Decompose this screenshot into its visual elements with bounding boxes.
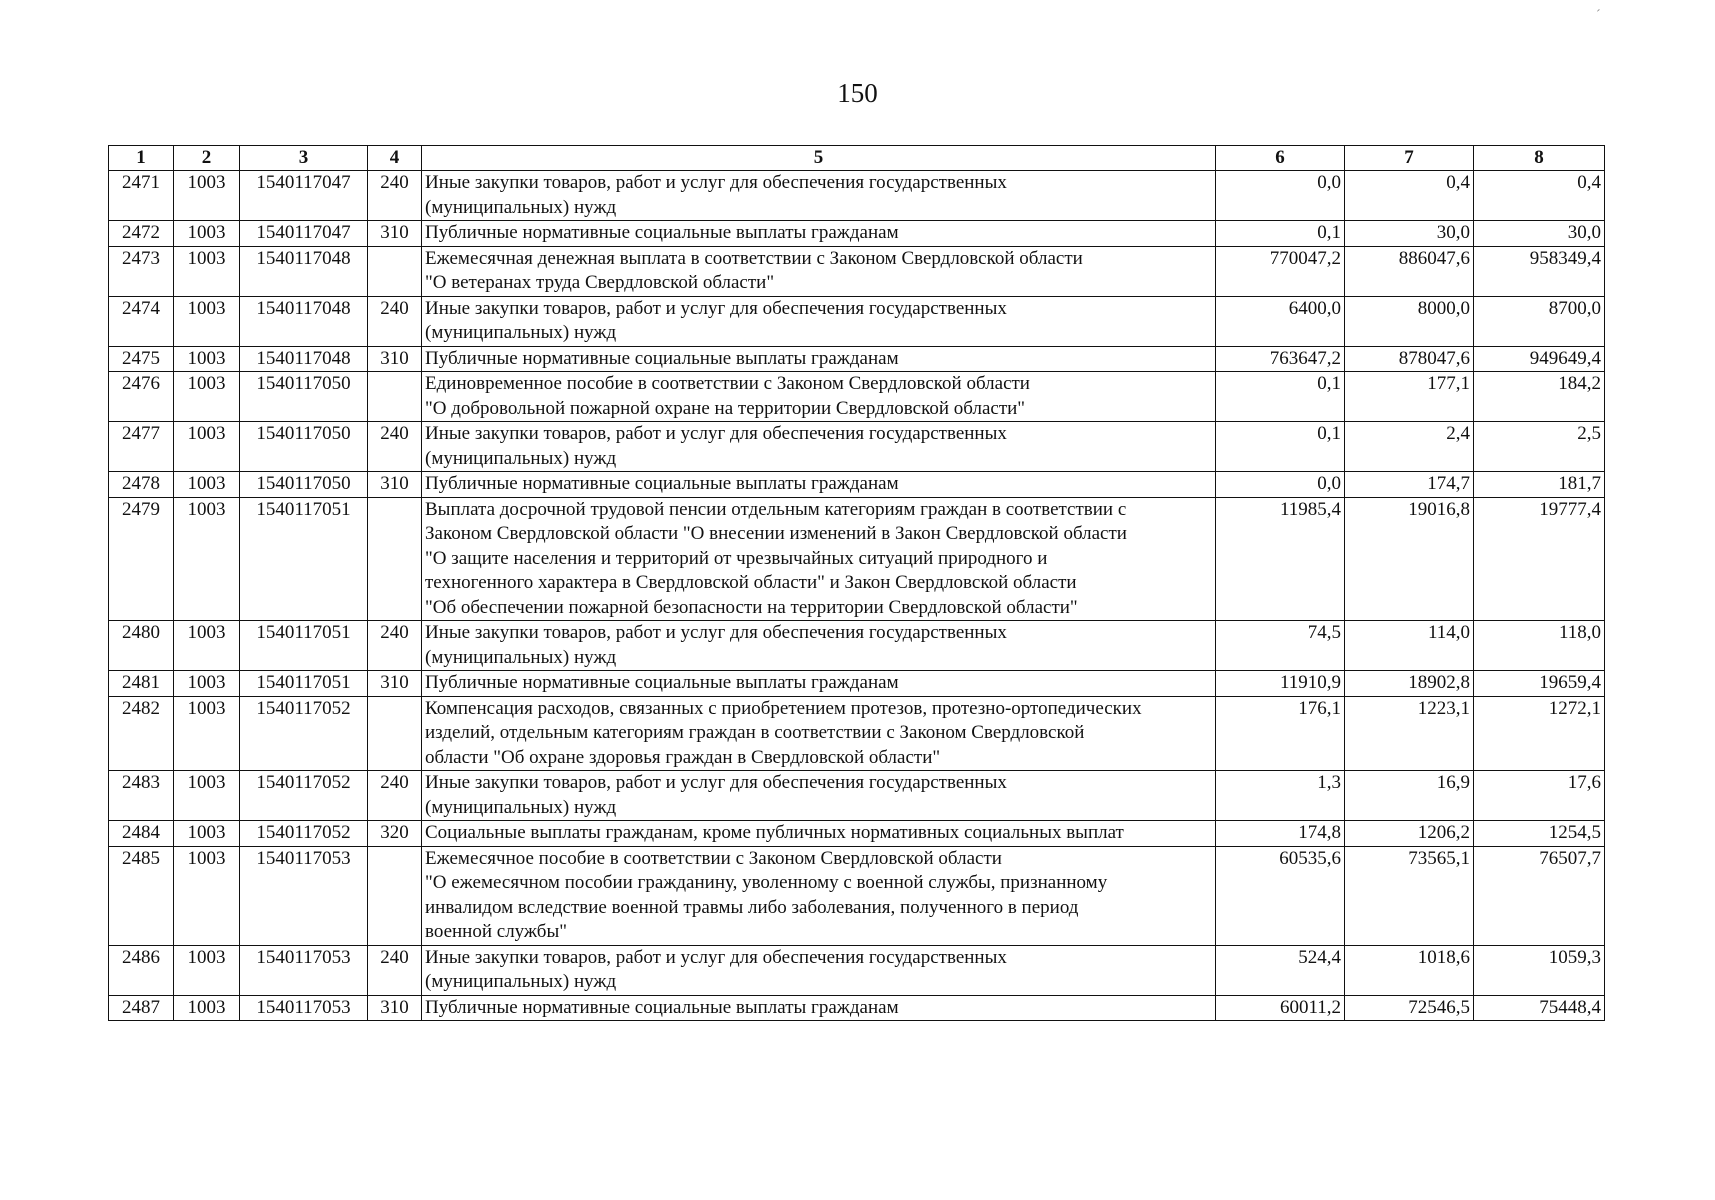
expense-type-cell: 310 <box>368 995 422 1021</box>
section-code-cell: 1003 <box>174 296 240 346</box>
target-article-cell: 1540117051 <box>240 621 368 671</box>
amount-col8-cell: 118,0 <box>1474 621 1605 671</box>
section-code-cell: 1003 <box>174 497 240 621</box>
target-article-cell: 1540117048 <box>240 346 368 372</box>
amount-col8-cell: 75448,4 <box>1474 995 1605 1021</box>
amount-col8-cell: 17,6 <box>1474 771 1605 821</box>
description-cell: Публичные нормативные социальные выплаты гражданам <box>422 995 1216 1021</box>
description-cell: Компенсация расходов, связанных с приобретением протезов, протезно-ортопедических изделий, отдельным категориям граждан в соответствии с Законом Свердловской области "Об охране здоровья граждан в Свердловской области" <box>422 696 1216 771</box>
amount-col8-cell: 2,5 <box>1474 422 1605 472</box>
row-number-cell: 2484 <box>109 821 174 847</box>
expense-type-cell <box>368 846 422 945</box>
section-code-cell: 1003 <box>174 472 240 498</box>
target-article-cell: 1540117048 <box>240 296 368 346</box>
amount-col8-cell: 76507,7 <box>1474 846 1605 945</box>
amount-col8-cell: 19659,4 <box>1474 671 1605 697</box>
description-cell: Публичные нормативные социальные выплаты гражданам <box>422 221 1216 247</box>
row-number-cell: 2475 <box>109 346 174 372</box>
row-number-cell: 2479 <box>109 497 174 621</box>
amount-col8-cell: 1254,5 <box>1474 821 1605 847</box>
row-number-cell: 2481 <box>109 671 174 697</box>
amount-col7-cell: 0,4 <box>1345 171 1474 221</box>
table-row <box>109 995 1605 1021</box>
target-article-cell: 1540117053 <box>240 995 368 1021</box>
section-code-cell: 1003 <box>174 422 240 472</box>
target-article-cell: 1540117050 <box>240 472 368 498</box>
amount-col7-cell: 114,0 <box>1345 621 1474 671</box>
description-cell: Иные закупки товаров, работ и услуг для обеспечения государственных (муниципальных) нужд <box>422 621 1216 671</box>
table-row <box>109 221 1605 247</box>
table-row <box>109 422 1605 472</box>
table-row <box>109 372 1605 422</box>
expense-type-cell <box>368 497 422 621</box>
target-article-cell: 1540117053 <box>240 846 368 945</box>
expense-type-cell: 310 <box>368 346 422 372</box>
column-header: 8 <box>1474 146 1605 171</box>
amount-col6-cell: 0,1 <box>1216 372 1345 422</box>
table-row <box>109 171 1605 221</box>
row-number-cell: 2485 <box>109 846 174 945</box>
description-cell: Иные закупки товаров, работ и услуг для обеспечения государственных (муниципальных) нужд <box>422 171 1216 221</box>
section-code-cell: 1003 <box>174 372 240 422</box>
column-header: 1 <box>109 146 174 171</box>
section-code-cell: 1003 <box>174 771 240 821</box>
table-body <box>109 171 1605 1021</box>
row-number-cell: 2478 <box>109 472 174 498</box>
column-header: 2 <box>174 146 240 171</box>
amount-col8-cell: 1272,1 <box>1474 696 1605 771</box>
amount-col7-cell: 878047,6 <box>1345 346 1474 372</box>
row-number-cell: 2480 <box>109 621 174 671</box>
amount-col8-cell: 19777,4 <box>1474 497 1605 621</box>
amount-col6-cell: 176,1 <box>1216 696 1345 771</box>
column-header: 7 <box>1345 146 1474 171</box>
target-article-cell: 1540117050 <box>240 372 368 422</box>
description-cell: Иные закупки товаров, работ и услуг для обеспечения государственных (муниципальных) нужд <box>422 422 1216 472</box>
row-number-cell: 2471 <box>109 171 174 221</box>
section-code-cell: 1003 <box>174 671 240 697</box>
amount-col6-cell: 763647,2 <box>1216 346 1345 372</box>
row-number-cell: 2473 <box>109 246 174 296</box>
scan-mark: ˊ <box>1596 8 1601 23</box>
row-number-cell: 2487 <box>109 995 174 1021</box>
amount-col7-cell: 30,0 <box>1345 221 1474 247</box>
description-cell: Выплата досрочной трудовой пенсии отдельным категориям граждан в соответствии с Законом Свердловской области "О внесении изменений в Закон Свердловской области "О защите населения и территорий от чрезвычайных ситуаций природного и техногенного характера в Свердловской области" и Закон Свердловской области "Об обеспечении пожарной безопасности на территории Свердловской области" <box>422 497 1216 621</box>
table-row <box>109 621 1605 671</box>
section-code-cell: 1003 <box>174 171 240 221</box>
expense-type-cell: 240 <box>368 771 422 821</box>
amount-col7-cell: 19016,8 <box>1345 497 1474 621</box>
expense-type-cell: 310 <box>368 472 422 498</box>
target-article-cell: 1540117053 <box>240 945 368 995</box>
amount-col7-cell: 177,1 <box>1345 372 1474 422</box>
table-row <box>109 246 1605 296</box>
column-header: 3 <box>240 146 368 171</box>
amount-col7-cell: 72546,5 <box>1345 995 1474 1021</box>
amount-col8-cell: 0,4 <box>1474 171 1605 221</box>
row-number-cell: 2476 <box>109 372 174 422</box>
row-number-cell: 2482 <box>109 696 174 771</box>
table-row <box>109 945 1605 995</box>
table-row <box>109 771 1605 821</box>
table-row <box>109 472 1605 498</box>
amount-col6-cell: 524,4 <box>1216 945 1345 995</box>
description-cell: Иные закупки товаров, работ и услуг для обеспечения государственных (муниципальных) нужд <box>422 771 1216 821</box>
amount-col7-cell: 8000,0 <box>1345 296 1474 346</box>
target-article-cell: 1540117047 <box>240 221 368 247</box>
section-code-cell: 1003 <box>174 945 240 995</box>
expense-type-cell: 310 <box>368 221 422 247</box>
row-number-cell: 2483 <box>109 771 174 821</box>
amount-col6-cell: 11985,4 <box>1216 497 1345 621</box>
amount-col6-cell: 6400,0 <box>1216 296 1345 346</box>
amount-col6-cell: 60535,6 <box>1216 846 1345 945</box>
row-number-cell: 2477 <box>109 422 174 472</box>
amount-col6-cell: 0,1 <box>1216 221 1345 247</box>
target-article-cell: 1540117051 <box>240 497 368 621</box>
description-cell: Иные закупки товаров, работ и услуг для обеспечения государственных (муниципальных) нужд <box>422 296 1216 346</box>
amount-col6-cell: 0,0 <box>1216 171 1345 221</box>
section-code-cell: 1003 <box>174 246 240 296</box>
expense-type-cell <box>368 696 422 771</box>
amount-col6-cell: 0,0 <box>1216 472 1345 498</box>
description-cell: Публичные нормативные социальные выплаты гражданам <box>422 346 1216 372</box>
amount-col8-cell: 30,0 <box>1474 221 1605 247</box>
target-article-cell: 1540117051 <box>240 671 368 697</box>
section-code-cell: 1003 <box>174 346 240 372</box>
table-row <box>109 497 1605 621</box>
expense-type-cell: 240 <box>368 422 422 472</box>
table-row <box>109 846 1605 945</box>
amount-col6-cell: 1,3 <box>1216 771 1345 821</box>
description-cell: Ежемесячная денежная выплата в соответствии с Законом Свердловской области "О ветеранах труда Свердловской области" <box>422 246 1216 296</box>
target-article-cell: 1540117048 <box>240 246 368 296</box>
target-article-cell: 1540117052 <box>240 821 368 847</box>
expense-type-cell <box>368 246 422 296</box>
expense-type-cell: 310 <box>368 671 422 697</box>
amount-col6-cell: 0,1 <box>1216 422 1345 472</box>
table-row <box>109 671 1605 697</box>
section-code-cell: 1003 <box>174 846 240 945</box>
expense-type-cell: 240 <box>368 296 422 346</box>
amount-col7-cell: 1206,2 <box>1345 821 1474 847</box>
amount-col7-cell: 18902,8 <box>1345 671 1474 697</box>
amount-col8-cell: 184,2 <box>1474 372 1605 422</box>
target-article-cell: 1540117047 <box>240 171 368 221</box>
amount-col7-cell: 1018,6 <box>1345 945 1474 995</box>
target-article-cell: 1540117050 <box>240 422 368 472</box>
section-code-cell: 1003 <box>174 221 240 247</box>
section-code-cell: 1003 <box>174 995 240 1021</box>
page-number: 150 <box>837 78 878 108</box>
section-code-cell: 1003 <box>174 621 240 671</box>
expense-type-cell: 240 <box>368 621 422 671</box>
expense-type-cell: 320 <box>368 821 422 847</box>
description-cell: Социальные выплаты гражданам, кроме публичных нормативных социальных выплат <box>422 821 1216 847</box>
table-row <box>109 346 1605 372</box>
amount-col6-cell: 60011,2 <box>1216 995 1345 1021</box>
amount-col7-cell: 73565,1 <box>1345 846 1474 945</box>
expense-type-cell <box>368 372 422 422</box>
column-header: 6 <box>1216 146 1345 171</box>
row-number-cell: 2474 <box>109 296 174 346</box>
amount-col6-cell: 11910,9 <box>1216 671 1345 697</box>
description-cell: Единовременное пособие в соответствии с Законом Свердловской области "О добровольной пожарной охране на территории Свердловской области" <box>422 372 1216 422</box>
amount-col7-cell: 1223,1 <box>1345 696 1474 771</box>
amount-col7-cell: 16,9 <box>1345 771 1474 821</box>
row-number-cell: 2472 <box>109 221 174 247</box>
description-cell: Публичные нормативные социальные выплаты гражданам <box>422 671 1216 697</box>
table-row <box>109 296 1605 346</box>
column-header: 4 <box>368 146 422 171</box>
table-row <box>109 696 1605 771</box>
amount-col6-cell: 74,5 <box>1216 621 1345 671</box>
amount-col7-cell: 886047,6 <box>1345 246 1474 296</box>
target-article-cell: 1540117052 <box>240 771 368 821</box>
description-cell: Публичные нормативные социальные выплаты гражданам <box>422 472 1216 498</box>
column-header: 5 <box>422 146 1216 171</box>
table-row <box>109 821 1605 847</box>
amount-col7-cell: 2,4 <box>1345 422 1474 472</box>
description-cell: Иные закупки товаров, работ и услуг для обеспечения государственных (муниципальных) нужд <box>422 945 1216 995</box>
amount-col8-cell: 958349,4 <box>1474 246 1605 296</box>
amount-col8-cell: 1059,3 <box>1474 945 1605 995</box>
description-cell: Ежемесячное пособие в соответствии с Законом Свердловской области "О ежемесячном пособии гражданину, уволенному с военной службы, признанному инвалидом вследствие военной травмы либо заболевания, полученного в период военной службы" <box>422 846 1216 945</box>
target-article-cell: 1540117052 <box>240 696 368 771</box>
amount-col8-cell: 949649,4 <box>1474 346 1605 372</box>
expense-type-cell: 240 <box>368 171 422 221</box>
expense-type-cell: 240 <box>368 945 422 995</box>
row-number-cell: 2486 <box>109 945 174 995</box>
amount-col6-cell: 770047,2 <box>1216 246 1345 296</box>
amount-col8-cell: 181,7 <box>1474 472 1605 498</box>
section-code-cell: 1003 <box>174 696 240 771</box>
header-row <box>109 146 1605 171</box>
amount-col8-cell: 8700,0 <box>1474 296 1605 346</box>
amount-col7-cell: 174,7 <box>1345 472 1474 498</box>
budget-table <box>108 145 1605 1021</box>
amount-col6-cell: 174,8 <box>1216 821 1345 847</box>
section-code-cell: 1003 <box>174 821 240 847</box>
